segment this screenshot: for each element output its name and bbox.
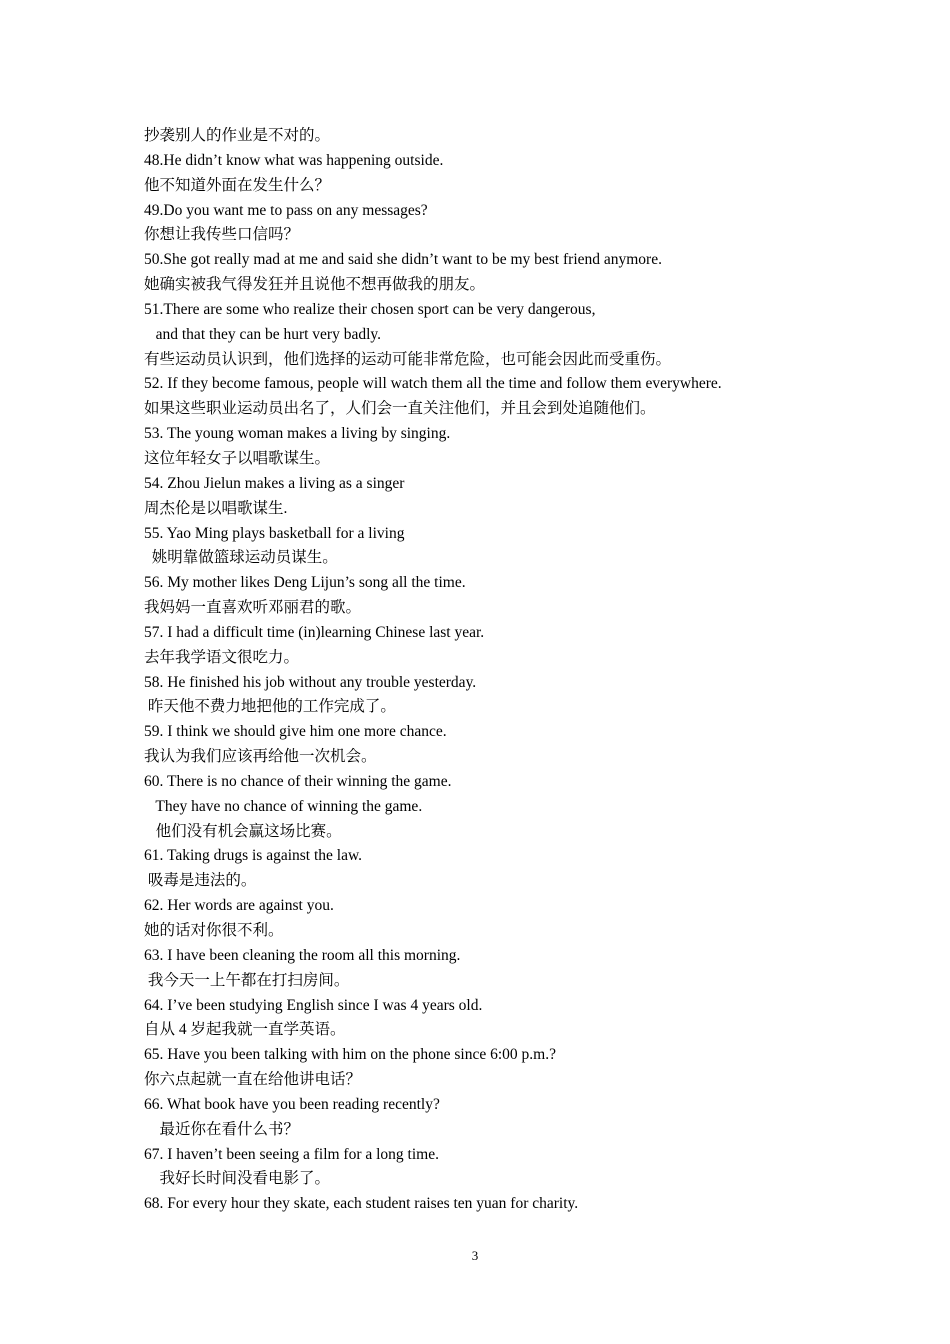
text-line: and that they can be hurt very badly.: [144, 325, 382, 343]
text-line: 最近你在看什么书？: [144, 1120, 300, 1138]
text-line: 去年我学语文很吃力。: [144, 648, 300, 666]
text-line: 62. Her words are against you.: [144, 897, 334, 915]
text-line: 他不知道外面在发生什么？: [144, 176, 331, 194]
text-line: 68. For every hour they skate, each student raises ten yuan for charity.: [144, 1195, 579, 1213]
text-line: 你想让我传些口信吗？: [144, 226, 300, 244]
text-line: 我妈妈一直喜欢听邓丽君的歌。: [144, 599, 362, 617]
text-line: 66. What book have you been reading recently?: [144, 1095, 440, 1113]
text-line: 65. Have you been talking with him on the phone since 6:00 p.m.?: [144, 1046, 556, 1064]
text-line: 这位年轻女子以唱歌谋生。: [144, 449, 331, 467]
text-line: 48.He didn’t know what was happening outside.: [144, 151, 444, 169]
text-line: 49.Do you want me to pass on any messages?: [144, 201, 428, 219]
text-line: 你六点起就一直在给他讲电话？: [144, 1071, 362, 1089]
text-line: 抄袭别人的作业是不对的。: [144, 127, 331, 144]
document-body: [144, 124, 844, 1217]
text-line: 自从 4 岁起我就一直学英语。: [144, 1021, 346, 1039]
text-line: 她的话对你很不利。: [144, 922, 284, 939]
text-line: 周杰伦是以唱歌谋生.: [144, 499, 288, 517]
text-line: 61. Taking drugs is against the law.: [144, 847, 363, 865]
text-line: 59. I think we should give him one more chance.: [144, 723, 447, 741]
text-line: 64. I’ve been studying English since I was 4 years old.: [144, 996, 483, 1014]
text-line: 55. Yao Ming plays basketball for a living: [144, 524, 405, 542]
text-line: 如果这些职业运动员出名了，人们会一直关注他们，并且会到处追随他们。: [144, 400, 656, 418]
text-line: 我今天一上午都在打扫房间。: [144, 971, 350, 989]
text-line: 58. He finished his job without any trouble yesterday.: [144, 673, 477, 691]
text-line: 有些运动员认识到，他们选择的运动可能非常危险，也可能会因此而受重伤。: [144, 350, 672, 368]
text-line: 60. There is no chance of their winning the game.: [144, 772, 452, 790]
text-line: 54. Zhou Jielun makes a living as a singer: [144, 474, 405, 492]
text-line: 姚明靠做篮球运动员谋生。: [144, 549, 338, 567]
text-line: 他们没有机会赢这场比赛。: [144, 822, 342, 840]
text-line: 67. I haven’t been seeing a film for a long time.: [144, 1145, 439, 1163]
text-line: 57. I had a difficult time (in)learning Chinese last year.: [144, 623, 485, 641]
text-line: 56. My mother likes Deng Lijun’s song all the time.: [144, 574, 466, 592]
page-number: 3: [471, 1248, 479, 1263]
text-line: 她确实被我气得发狂并且说他不想再做我的朋友。: [144, 276, 486, 294]
text-line: 50.She got really mad at me and said she didn’t want to be my best friend anymore.: [144, 251, 662, 269]
text-line: They have no chance of winning the game.: [144, 797, 423, 815]
text-line: 52. If they become famous, people will watch them all the time and follow them everywhere.: [144, 375, 722, 393]
text-line: 51.There are some who realize their chosen sport can be very dangerous,: [144, 300, 596, 318]
text-line: 吸毒是违法的。: [144, 872, 257, 890]
text-line: 53. The young woman makes a living by singing.: [144, 425, 451, 443]
text-line: 我好长时间没看电影了。: [144, 1170, 331, 1188]
text-line: 昨天他不费力地把他的工作完成了。: [144, 698, 396, 716]
text-line: 63. I have been cleaning the room all this morning.: [144, 946, 461, 964]
text-line: 我认为我们应该再给他一次机会。: [144, 748, 377, 766]
